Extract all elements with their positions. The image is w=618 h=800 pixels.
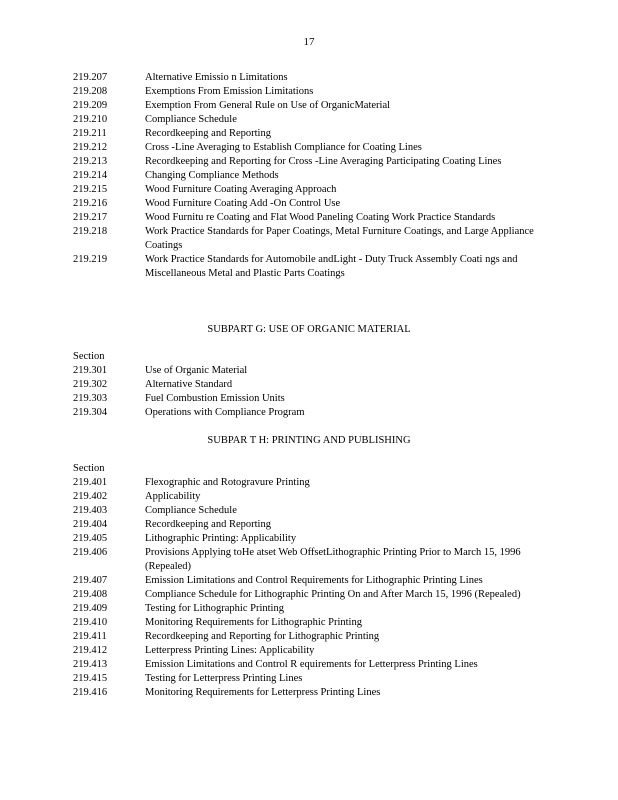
- toc-row: [73, 113, 543, 127]
- section-number: 219.406: [73, 547, 108, 558]
- section-title: Compliance Schedule: [145, 505, 237, 516]
- section-number: 219.219: [73, 254, 108, 265]
- section-number: 219.405: [73, 533, 108, 544]
- toc-row: [73, 616, 543, 630]
- section-title: Flexographic and Rotogravure Printing: [145, 477, 310, 488]
- section-title: Use of Organic Material: [145, 365, 248, 376]
- section-number: 219.401: [73, 477, 108, 488]
- toc-row: [73, 155, 543, 169]
- section-title: Recordkeeping and Reporting: [145, 519, 271, 530]
- toc-row: [73, 546, 543, 574]
- section-title: Wood Furnitu re Coating and Flat Wood Paneling Coating Work Practice Standards: [145, 212, 496, 223]
- section-number: 219.302: [73, 379, 108, 390]
- toc-row: [73, 364, 543, 378]
- toc-row: [73, 630, 543, 644]
- toc-row: [73, 644, 543, 658]
- section-title: Recordkeeping and Reporting: [145, 128, 271, 139]
- toc-row: [73, 532, 543, 546]
- section-title: Monitoring Requirements for Letterpress Printing Lines: [145, 687, 381, 698]
- toc-block-1: [73, 71, 543, 281]
- section-number: 219.408: [73, 589, 108, 600]
- section-label: Section: [73, 351, 105, 362]
- section-title: Alternative Emissio n Limitations: [145, 72, 288, 83]
- section-title: Alternative Standard: [145, 379, 233, 390]
- section-number: 219.409: [73, 603, 108, 614]
- toc-row: [73, 127, 543, 141]
- subpart-h-heading: SUBPAR T H: PRINTING AND PUBLISHING: [207, 435, 411, 446]
- section-number: 219.411: [73, 631, 107, 642]
- section-number: 219.207: [73, 72, 108, 83]
- section-title: Cross -Line Averaging to Establish Compliance for Coating Lines: [145, 142, 422, 153]
- section-title: Testing for Lithographic Printing: [145, 603, 284, 614]
- section-number: 219.412: [73, 645, 108, 656]
- section-title: Work Practice Standards for Automobile andLight - Duty Truck Assembly Coati ngs and Miscellaneous Metal and Plastic Parts Coatings: [145, 254, 518, 279]
- section-title: Compliance Schedule: [145, 114, 237, 125]
- subpart-g-heading: SUBPART G: USE OF ORGANIC MATERIAL: [207, 324, 411, 335]
- section-title: Letterpress Printing Lines: Applicability: [145, 645, 315, 656]
- toc-row: [73, 490, 543, 504]
- section-title: Exemption From General Rule on Use of OrganicMaterial: [145, 100, 391, 111]
- section-title: Changing Compliance Methods: [145, 170, 279, 181]
- toc-row: [73, 672, 543, 686]
- toc-row: [73, 476, 543, 490]
- toc-row: [73, 99, 543, 113]
- section-number: 219.216: [73, 198, 108, 209]
- section-number: 219.208: [73, 86, 108, 97]
- section-number: 219.215: [73, 184, 108, 195]
- section-label: Section: [73, 463, 105, 474]
- section-number: 219.407: [73, 575, 108, 586]
- toc-row: [73, 518, 543, 532]
- section-title: Provisions Applying toHe atset Web OffsetLithographic Printing Prior to March 15, 1996 (Repealed): [145, 547, 521, 572]
- section-number: 219.301: [73, 365, 108, 376]
- section-title: Wood Furniture Coating Add -On Control Use: [145, 198, 341, 209]
- toc-row: [73, 378, 543, 392]
- section-number: 219.212: [73, 142, 108, 153]
- section-number: 219.211: [73, 128, 107, 139]
- toc-row: [73, 253, 543, 281]
- section-number: 219.210: [73, 114, 108, 125]
- section-number: 219.416: [73, 687, 108, 698]
- section-number: 219.415: [73, 673, 108, 684]
- section-title: Work Practice Standards for Paper Coatings, Metal Furniture Coatings, and Large Appliance Coatings: [145, 226, 534, 251]
- section-title: Wood Furniture Coating Averaging Approach: [145, 184, 337, 195]
- toc-row: [73, 183, 543, 197]
- toc-row: [73, 504, 543, 518]
- section-number: 219.214: [73, 170, 108, 181]
- toc-row: [73, 225, 543, 253]
- section-number: 219.403: [73, 505, 108, 516]
- toc-row: [73, 71, 543, 85]
- toc-block-subpart-g: [73, 364, 543, 420]
- toc-block-subpart-h: [73, 476, 543, 700]
- toc-row: [73, 602, 543, 616]
- section-number: 219.304: [73, 407, 108, 418]
- page-number: 17: [303, 36, 315, 48]
- section-title: Testing for Letterpress Printing Lines: [145, 673, 303, 684]
- toc-row: [73, 85, 543, 99]
- section-title: Fuel Combustion Emission Units: [145, 393, 285, 404]
- section-title: Recordkeeping and Reporting for Lithographic Printing: [145, 631, 380, 642]
- section-number: 219.402: [73, 491, 108, 502]
- section-title: Emission Limitations and Control Requirements for Lithographic Printing Lines: [145, 575, 483, 586]
- toc-row: [73, 588, 543, 602]
- section-title: Compliance Schedule for Lithographic Printing On and After March 15, 1996 (Repealed): [145, 589, 521, 600]
- section-title: Recordkeeping and Reporting for Cross -Line Averaging Participating Coating Lines: [145, 156, 502, 167]
- toc-row: [73, 169, 543, 183]
- section-number: 219.213: [73, 156, 108, 167]
- section-title: Applicability: [145, 491, 201, 502]
- section-number: 219.413: [73, 659, 108, 670]
- toc-row: [73, 141, 543, 155]
- section-number: 219.209: [73, 100, 108, 111]
- section-number: 219.217: [73, 212, 108, 223]
- toc-row: [73, 574, 543, 588]
- section-number: 219.404: [73, 519, 108, 530]
- section-number: 219.218: [73, 226, 108, 237]
- toc-row: [73, 211, 543, 225]
- section-title: Monitoring Requirements for Lithographic Printing: [145, 617, 362, 628]
- section-title: Emission Limitations and Control R equirements for Letterpress Printing Lines: [145, 659, 478, 670]
- section-title: Operations with Compliance Program: [145, 407, 305, 418]
- section-number: 219.303: [73, 393, 108, 404]
- section-number: 219.410: [73, 617, 108, 628]
- toc-row: [73, 406, 543, 420]
- section-title: Lithographic Printing: Applicability: [145, 533, 297, 544]
- toc-row: [73, 658, 543, 672]
- toc-row: [73, 197, 543, 211]
- toc-row: [73, 392, 543, 406]
- section-title: Exemptions From Emission Limitations: [145, 86, 314, 97]
- toc-row: [73, 686, 543, 700]
